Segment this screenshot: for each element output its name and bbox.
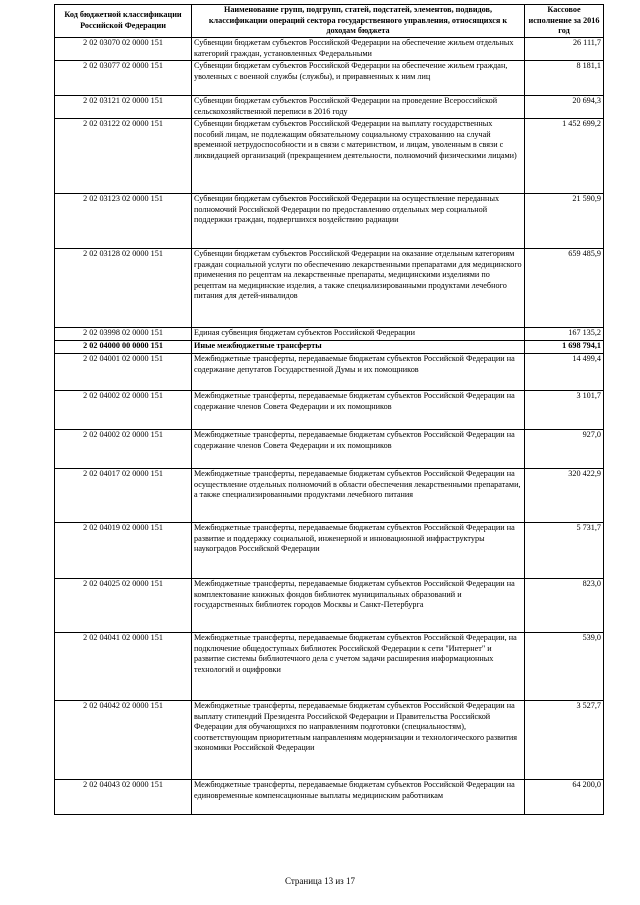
- row-sum: 20 694,3: [525, 96, 604, 119]
- row-code: 2 02 04017 02 0000 151: [55, 469, 192, 523]
- row-name: Субвенции бюджетам субъектов Российской Федерации на обеспечение жильем отдельных категорий граждан, установленных Федеральными: [192, 38, 525, 61]
- row-code: 2 02 03077 02 0000 151: [55, 61, 192, 96]
- row-name: Межбюджетные трансферты, передаваемые бюджетам субъектов Российской Федерации на осуществление отдельных полномочий в области обеспечения лекарственными препаратами, а также специализированными продуктами лечебного питания: [192, 469, 525, 523]
- row-name: Единая субвенция бюджетам субъектов Российской Федерации: [192, 328, 525, 341]
- row-code: 2 02 03122 02 0000 151: [55, 119, 192, 194]
- row-code: 2 02 04001 02 0000 151: [55, 354, 192, 391]
- row-sum: 3 527,7: [525, 701, 604, 780]
- row-code: 2 02 03070 02 0000 151: [55, 38, 192, 61]
- table-row: [55, 633, 604, 701]
- row-sum: 64 200,0: [525, 780, 604, 815]
- table-row: [55, 391, 604, 430]
- row-name: Межбюджетные трансферты, передаваемые бюджетам субъектов Российской Федерации на содержание депутатов Государственной Думы и их помощников: [192, 354, 525, 391]
- row-code: 2 02 04041 02 0000 151: [55, 633, 192, 701]
- row-sum: 927,0: [525, 430, 604, 469]
- row-code: 2 02 03121 02 0000 151: [55, 96, 192, 119]
- row-code: 2 02 04000 00 0000 151: [55, 341, 192, 354]
- header-code: Код бюджетной классификации Российской Федерации: [55, 5, 192, 38]
- row-sum: 3 101,7: [525, 391, 604, 430]
- table-row: [55, 523, 604, 579]
- table-row-subtotal: [55, 341, 604, 354]
- table-row: [55, 119, 604, 194]
- row-sum: 26 111,7: [525, 38, 604, 61]
- row-code: 2 02 04025 02 0000 151: [55, 579, 192, 633]
- header-name: Наименование групп, подгрупп, статей, подстатей, элементов, подвидов, классификации операций сектора государственного управления, относящихся к доходам бюджета: [192, 5, 525, 38]
- page-number: Страница 13 из 17: [285, 876, 355, 886]
- table-row: [55, 780, 604, 815]
- row-sum: 8 181,1: [525, 61, 604, 96]
- row-code: 2 02 03123 02 0000 151: [55, 194, 192, 249]
- row-sum: 659 485,9: [525, 249, 604, 328]
- row-name: Иные межбюджетные трансферты: [192, 341, 525, 354]
- row-code: 2 02 03998 02 0000 151: [55, 328, 192, 341]
- row-sum: 14 499,4: [525, 354, 604, 391]
- row-name: Межбюджетные трансферты, передаваемые бюджетам субъектов Российской Федерации на выплату стипендий Президента Российской Федерации и Правительства Российской Федерации для обучающихся по направлениям подготовки (специальностям), соответствующим приоритетным направлениям модернизации и технологического развития экономики Российской Федерации: [192, 701, 525, 780]
- row-name: Межбюджетные трансферты, передаваемые бюджетам субъектов Российской Федерации, на подключение общедоступных библиотек Российской Федерации к сети "Интернет" и развитие системы библиотечного дела с учетом задачи расширения информационных технологий и оцифровки: [192, 633, 525, 701]
- budget-revenue-table: [54, 4, 604, 815]
- table-row: [55, 38, 604, 61]
- table-row: [55, 249, 604, 328]
- table-row: [55, 328, 604, 341]
- row-name: Межбюджетные трансферты, передаваемые бюджетам субъектов Российской Федерации на единовременные компенсационные выплаты медицинским работникам: [192, 780, 525, 815]
- row-name: Субвенции бюджетам субъектов Российской Федерации на обеспечение жильем граждан, уволенных с военной службы (службы), и приравненных к ним лиц: [192, 61, 525, 96]
- row-name: Межбюджетные трансферты, передаваемые бюджетам субъектов Российской Федерации на содержание членов Совета Федерации и их помощников: [192, 430, 525, 469]
- row-code: 2 02 04019 02 0000 151: [55, 523, 192, 579]
- row-sum: 21 590,9: [525, 194, 604, 249]
- row-name: Субвенции бюджетам субъектов Российской Федерации на проведение Всероссийской сельскохозяйственной переписи в 2016 году: [192, 96, 525, 119]
- table-row: [55, 579, 604, 633]
- table-row: [55, 354, 604, 391]
- row-name: Межбюджетные трансферты, передаваемые бюджетам субъектов Российской Федерации на содержание членов Совета Федерации и их помощников: [192, 391, 525, 430]
- row-name: Субвенции бюджетам субъектов Российской Федерации на выплату государственных пособий лицам, не подлежащим обязательному социальному страхованию на случай временной нетрудоспособности и в связи с материнством, и лицам, уволенным в связи с ликвидацией организаций (прекращением деятельности, полномочий физическими лицами): [192, 119, 525, 194]
- row-name: Субвенции бюджетам субъектов Российской Федерации на оказание отдельным категориям граждан социальной услуги по обеспечению лекарственными препаратами для медицинского применения по рецептам на лекарственные препараты, медицинскими изделиями по рецептам на медицинские изделия, а также специализированными продуктами лечебного питания для детей-инвалидов: [192, 249, 525, 328]
- row-code: 2 02 03128 02 0000 151: [55, 249, 192, 328]
- row-sum: 1 452 699,2: [525, 119, 604, 194]
- table-row: [55, 430, 604, 469]
- row-code: 2 02 04002 02 0000 151: [55, 430, 192, 469]
- row-sum: 823,0: [525, 579, 604, 633]
- table-row: [55, 469, 604, 523]
- row-sum: 167 135,2: [525, 328, 604, 341]
- table-row: [55, 96, 604, 119]
- row-name: Межбюджетные трансферты, передаваемые бюджетам субъектов Российской Федерации на развитие и поддержку социальной, инженерной и инновационной инфраструктуры наукоградов Российской Федерации: [192, 523, 525, 579]
- table-row: [55, 194, 604, 249]
- row-sum: 5 731,7: [525, 523, 604, 579]
- table-row: [55, 701, 604, 780]
- row-code: 2 02 04043 02 0000 151: [55, 780, 192, 815]
- row-sum: 1 698 794,1: [525, 341, 604, 354]
- row-code: 2 02 04042 02 0000 151: [55, 701, 192, 780]
- row-name: Субвенции бюджетам субъектов Российской Федерации на осуществление переданных полномочий Российской Федерации по предоставлению отдельных мер социальной поддержки граждан, подвергшихся воздействию радиации: [192, 194, 525, 249]
- row-name: Межбюджетные трансферты, передаваемые бюджетам субъектов Российской Федерации на комплектование книжных фондов библиотек муниципальных образований и государственных библиотек городов Москвы и Санкт-Петербурга: [192, 579, 525, 633]
- row-sum: 320 422,9: [525, 469, 604, 523]
- table-header-row: [55, 5, 604, 38]
- row-sum: 539,0: [525, 633, 604, 701]
- row-code: 2 02 04002 02 0000 151: [55, 391, 192, 430]
- table-row: [55, 61, 604, 96]
- header-sum: Кассовое исполнение за 2016 год: [525, 5, 604, 38]
